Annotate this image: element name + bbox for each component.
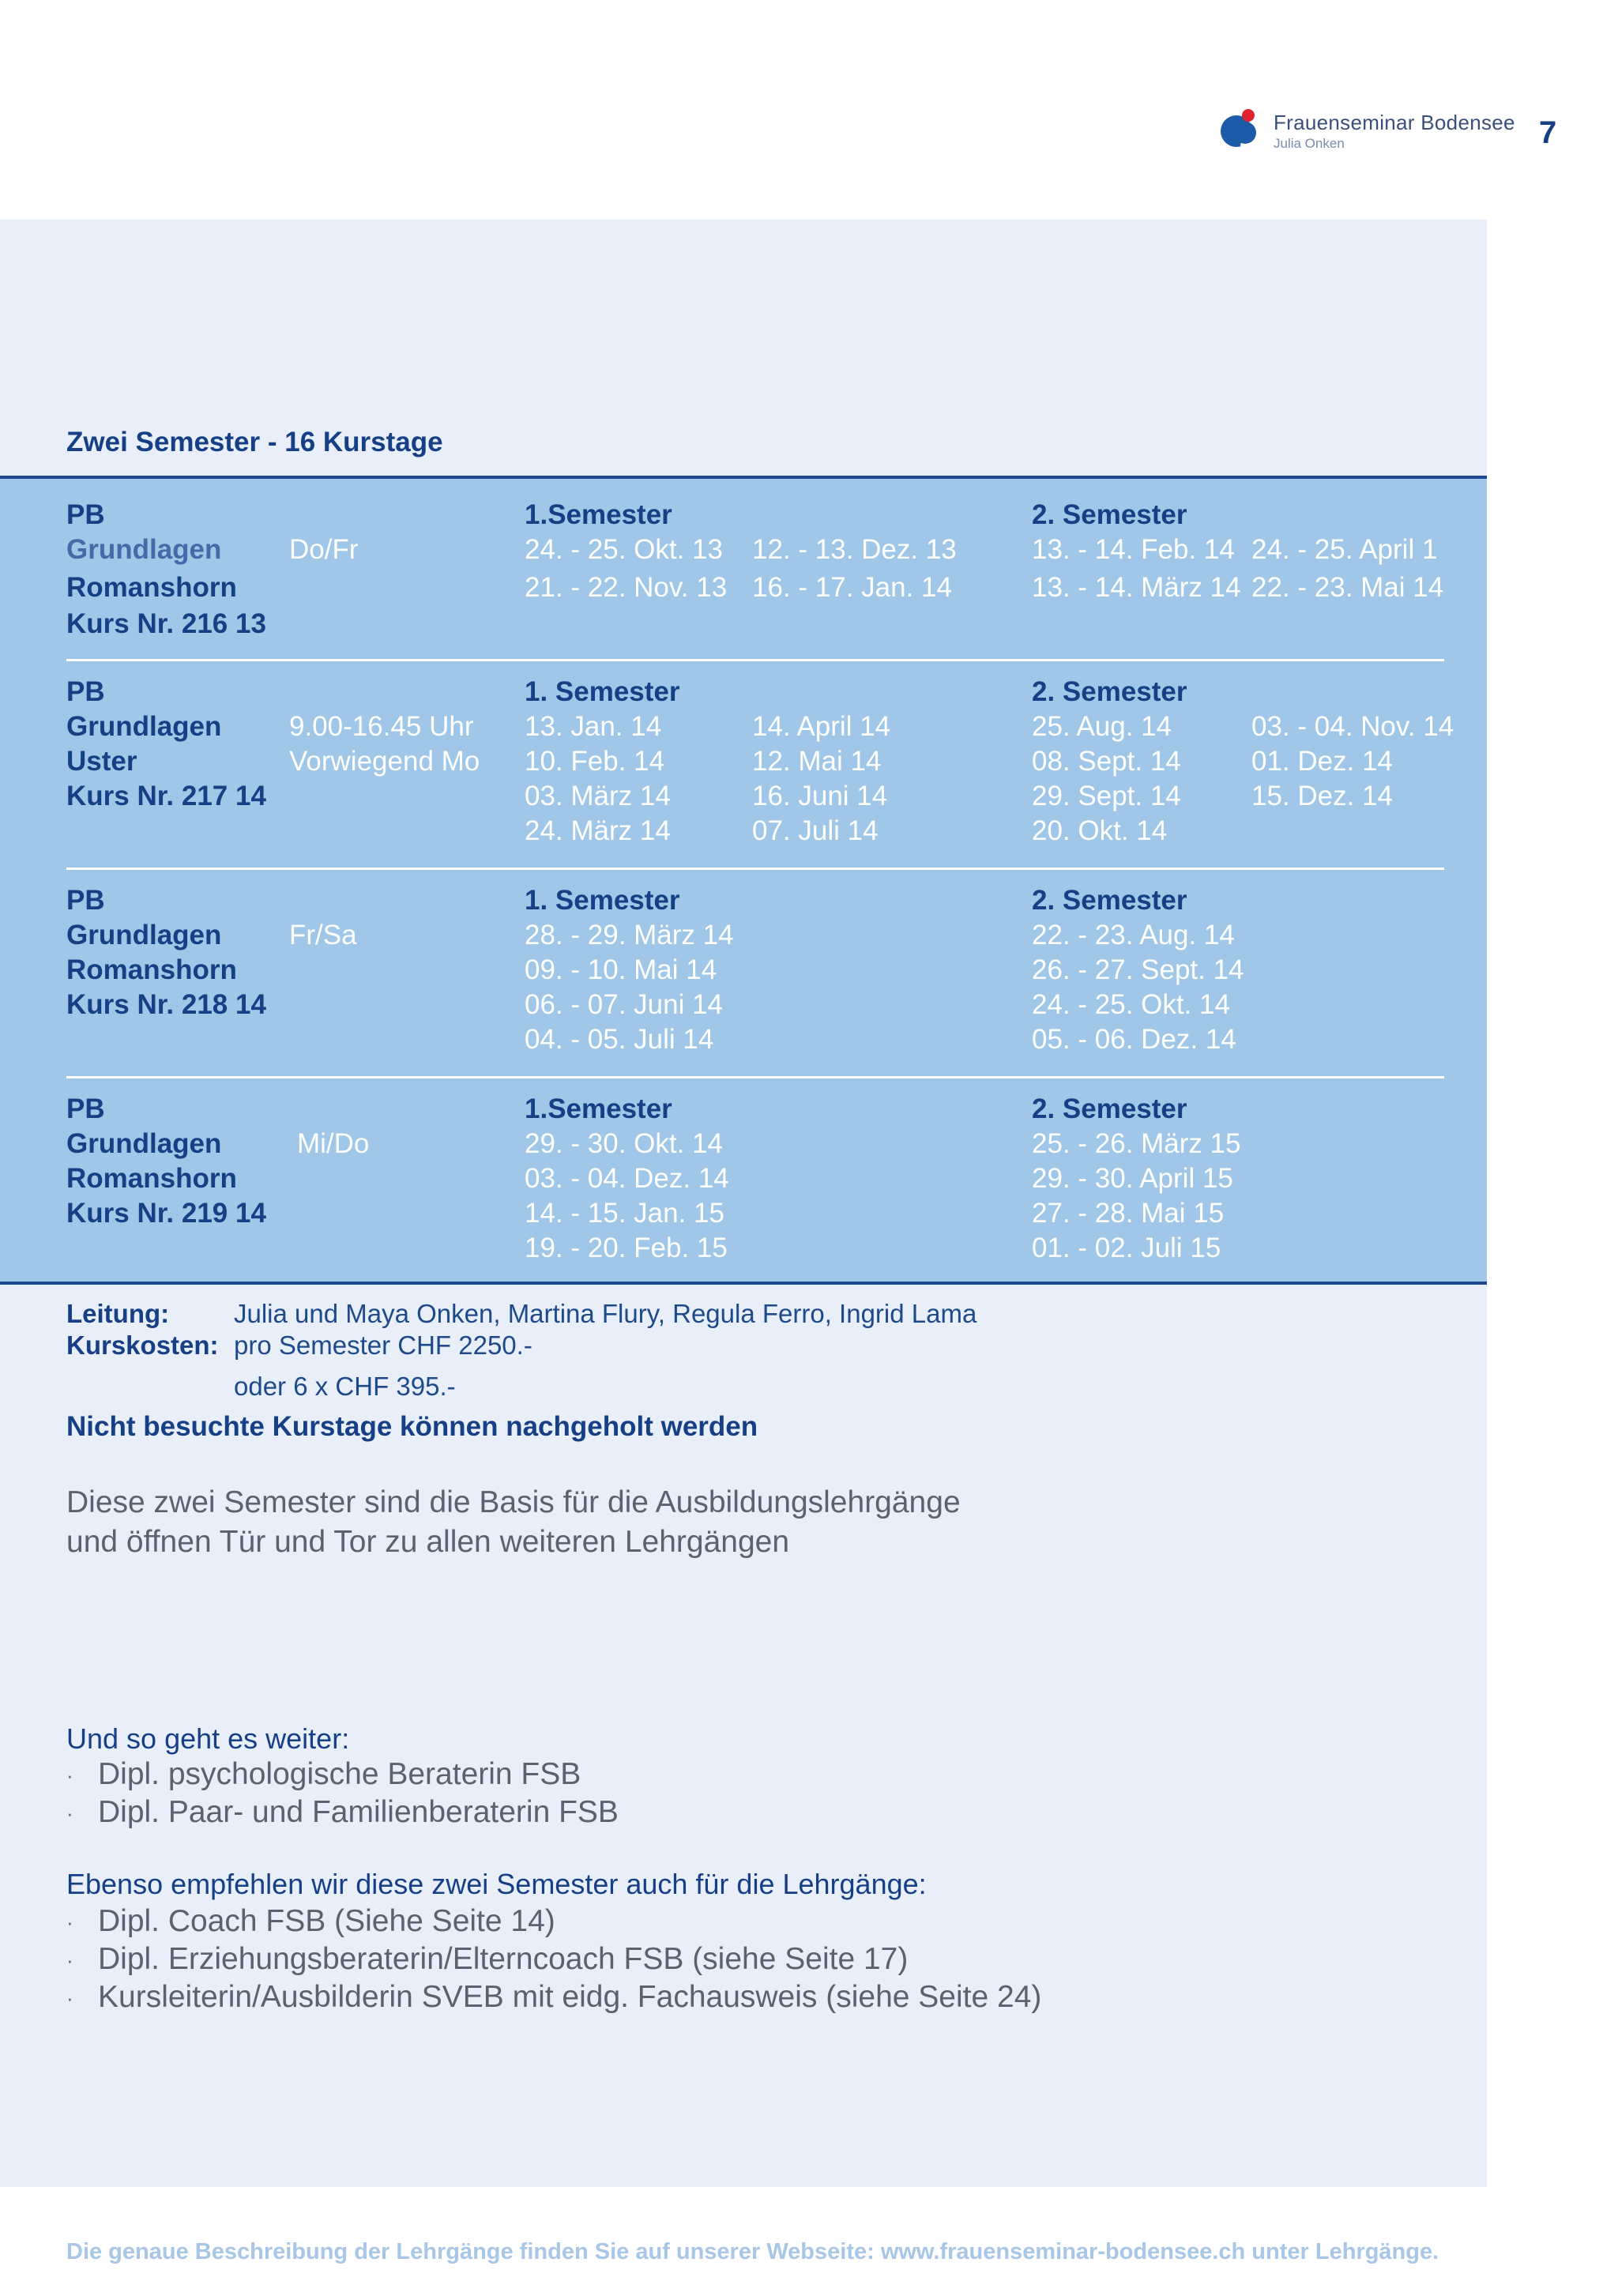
semester-2-heading: 2. Semester [1032,1093,1187,1124]
date: 14. April 14 [752,711,891,742]
semester-1-heading: 1.Semester [525,1093,672,1124]
date: 01. Dez. 14 [1251,746,1393,777]
date: 03. März 14 [525,781,671,811]
date: 13. - 14. Feb. 14 [1032,534,1235,565]
table-bottom-rule [0,1282,1487,1285]
semester-1-heading: 1. Semester [525,676,680,707]
semester-2-heading: 2. Semester [1032,676,1187,707]
date: 16. Juni 14 [752,781,888,811]
course-name: Grundlagen [66,1128,222,1159]
list-item: · Dipl. psychologische Beraterin FSB [66,1757,581,1791]
bullet-icon: · [66,1986,73,2011]
date: 29. - 30. Okt. 14 [525,1128,723,1159]
date: 28. - 29. März 14 [525,920,734,950]
course-location: Romanshorn [66,572,237,603]
course-name: Grundlagen [66,920,222,950]
date: 15. Dez. 14 [1251,781,1393,811]
row-separator [66,659,1444,661]
brand-name: Frauenseminar Bodensee [1274,111,1515,134]
semester-2-heading: 2. Semester [1032,885,1187,916]
brand-subtitle: Julia Onken [1274,136,1345,151]
date: 13. Jan. 14 [525,711,662,742]
next-steps-heading: Und so geht es weiter: [66,1722,350,1755]
list-item: · Dipl. Paar- und Familienberaterin FSB [66,1795,619,1829]
list-item: · Dipl. Erziehungsberaterin/Elterncoach FSB (siehe Seite 17) [66,1942,909,1976]
course-type: PB [66,885,105,916]
course-number: Kurs Nr. 216 13 [66,608,266,639]
bullet-icon: · [66,1910,73,1935]
semester-1-heading: 1. Semester [525,885,680,916]
date: 21. - 22. Nov. 13 [525,572,728,603]
date: 24. - 25. April 1 [1251,534,1438,565]
date: 05. - 06. Dez. 14 [1032,1024,1236,1055]
course-number: Kurs Nr. 217 14 [66,781,266,811]
date: 22. - 23. Mai 14 [1251,572,1444,603]
date: 29. - 30. April 15 [1032,1163,1233,1194]
row-separator [66,868,1444,870]
course-type: PB [66,499,105,530]
makeup-note: Nicht besuchte Kurstage können nachgeholt werden [66,1411,758,1442]
date: 24. - 25. Okt. 14 [1032,989,1230,1020]
kurskosten-alternative: oder 6 x CHF 395.- [234,1372,456,1401]
leitung-value: Julia und Maya Onken, Martina Flury, Regula Ferro, Ingrid Lama [234,1299,977,1328]
course-days: Fr/Sa [289,920,357,950]
bullet-icon: · [66,1763,73,1788]
bullet-icon: · [66,1948,73,1973]
date: 20. Okt. 14 [1032,815,1168,846]
kurskosten-value: pro Semester CHF 2250.- [234,1331,532,1360]
description-line: Diese zwei Semester sind die Basis für die Ausbildungslehrgänge [66,1485,961,1519]
date: 03. - 04. Dez. 14 [525,1163,729,1194]
date: 03. - 04. Nov. 14 [1251,711,1454,742]
semester-2-heading: 2. Semester [1032,499,1187,530]
course-number: Kurs Nr. 218 14 [66,989,266,1020]
date: 01. - 02. Juli 15 [1032,1233,1221,1263]
date: 07. Juli 14 [752,815,879,846]
course-days: Mi/Do [297,1128,370,1159]
date: 10. Feb. 14 [525,746,665,777]
course-number: Kurs Nr. 219 14 [66,1198,266,1229]
date: 27. - 28. Mai 15 [1032,1198,1225,1229]
date: 09. - 10. Mai 14 [525,954,717,985]
date: 12. Mai 14 [752,746,882,777]
course-time: 9.00-16.45 Uhr [289,711,474,742]
date: 24. März 14 [525,815,671,846]
table-top-rule [0,476,1487,479]
semester-1-heading: 1.Semester [525,499,672,530]
date: 24. - 25. Okt. 13 [525,534,723,565]
page-number: 7 [1539,115,1557,150]
date: 08. Sept. 14 [1032,746,1181,777]
course-location: Uster [66,746,137,777]
date: 12. - 13. Dez. 13 [752,534,957,565]
date: 14. - 15. Jan. 15 [525,1198,724,1229]
course-type: PB [66,1093,105,1124]
date: 16. - 17. Jan. 14 [752,572,952,603]
description-line: und öffnen Tür und Tor zu allen weiteren Lehrgängen [66,1525,790,1559]
date: 26. - 27. Sept. 14 [1032,954,1244,985]
date: 04. - 05. Juli 14 [525,1024,714,1055]
date: 19. - 20. Feb. 15 [525,1233,728,1263]
recommend-heading: Ebenso empfehlen wir diese zwei Semester auch für die Lehrgänge: [66,1868,927,1900]
course-days: Do/Fr [289,534,359,565]
course-name: Grundlagen [66,534,222,565]
kurskosten-label: Kurskosten: [66,1331,219,1360]
date: 22. - 23. Aug. 14 [1032,920,1235,950]
date: 25. Aug. 14 [1032,711,1172,742]
course-name: Grundlagen [66,711,222,742]
footer-note: Die genaue Beschreibung der Lehrgänge finden Sie auf unserer Webseite: www.frauenseminar-bodensee.ch unter Lehrgänge. [66,2239,1439,2264]
course-days: Vorwiegend Mo [289,746,480,777]
row-separator [66,1076,1444,1078]
date: 25. - 26. März 15 [1032,1128,1241,1159]
course-location: Romanshorn [66,954,237,985]
bullet-icon: · [66,1801,73,1826]
course-type: PB [66,676,105,707]
course-location: Romanshorn [66,1163,237,1194]
section-title: Zwei Semester - 16 Kurstage [66,427,443,457]
list-item: · Dipl. Coach FSB (Siehe Seite 14) [66,1904,555,1938]
list-item: · Kursleiterin/Ausbilderin SVEB mit eidg. Fachausweis (siehe Seite 24) [66,1980,1042,2014]
leitung-label: Leitung: [66,1299,170,1328]
date: 29. Sept. 14 [1032,781,1181,811]
date: 06. - 07. Juni 14 [525,989,723,1020]
date: 13. - 14. März 14 [1032,572,1241,603]
frauenseminar-logo-icon [1217,107,1266,149]
